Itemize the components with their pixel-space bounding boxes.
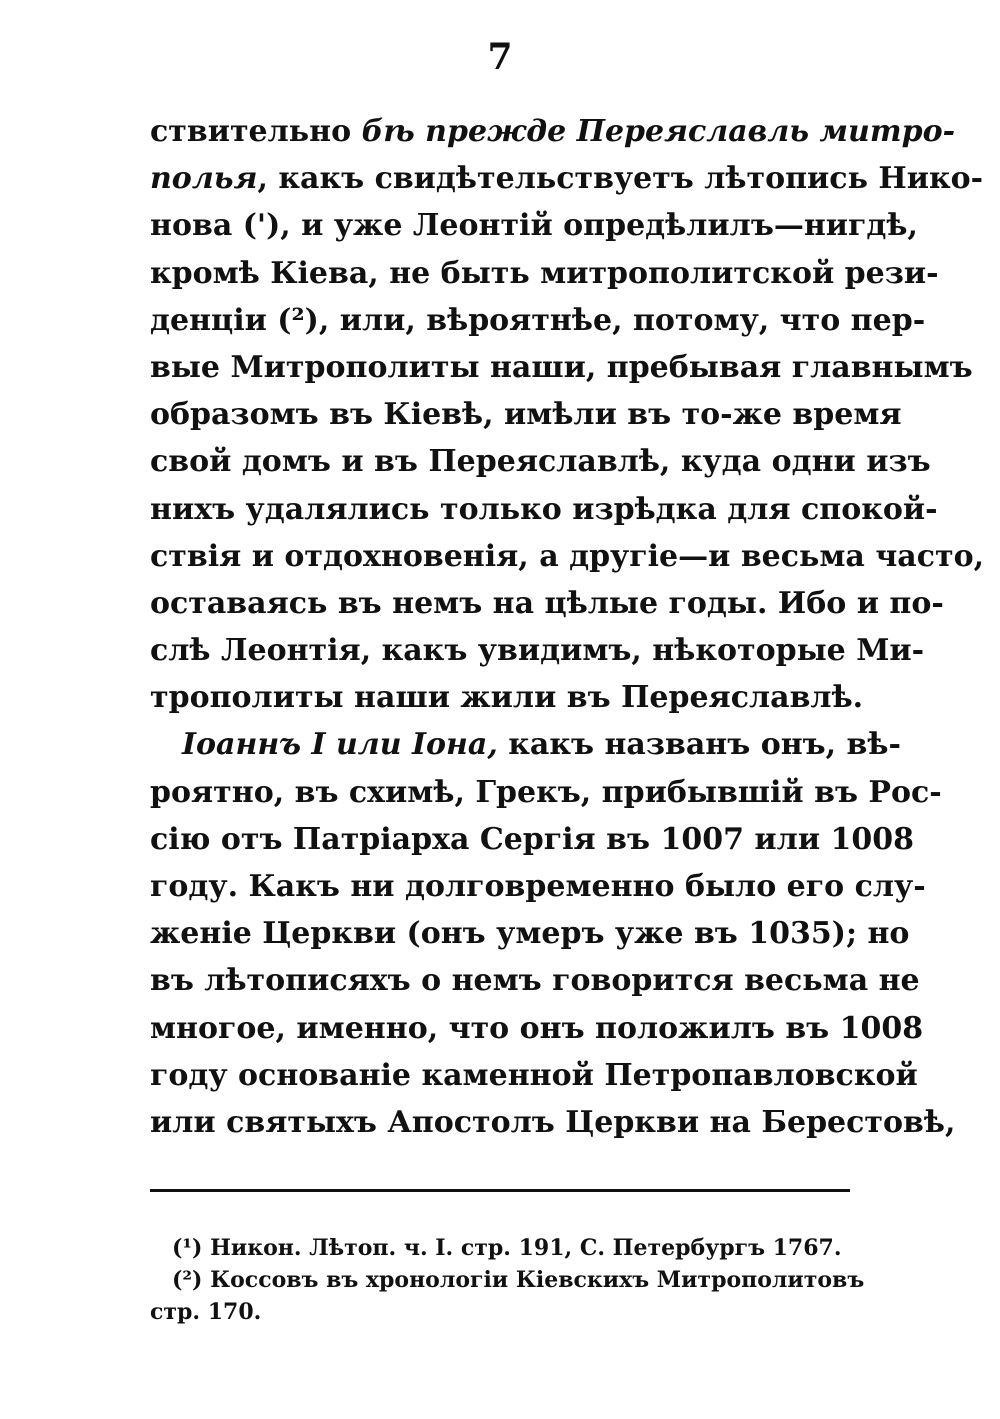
text-line: женіе Церкви (онъ умеръ уже въ 1035); но [150, 916, 910, 952]
page-number: 7 [487, 36, 513, 78]
text-line: году основаніе каменной Петропавловской [150, 1057, 918, 1093]
footnote: (¹) Никон. Лѣтоп. ч. I. стр. 191, С. Петербургъ 1767. [172, 1235, 842, 1261]
footnote-divider [150, 1189, 850, 1192]
text-line: ствительно бѣ прежде Переяславль митро- [150, 114, 956, 149]
text-line: нова ('), и уже Леонтій опредѣлилъ—нигдѣ, [150, 208, 918, 244]
text-line: сію отъ Патріарха Сергія въ 1007 или 1008 [150, 821, 915, 857]
text-line: слѣ Леонтія, какъ увидимъ, нѣкоторые Ми- [150, 633, 925, 669]
text-line: кромѣ Кіева, не быть митрополитской рези- [150, 255, 939, 291]
text-line: трополиты наши жили въ Переяславлѣ. [150, 680, 864, 716]
text-line: Іоаннъ I или Іона, какъ названъ онъ, вѣ- [182, 727, 901, 763]
footnotes [150, 1232, 865, 1328]
text-line: роятно, въ схимѣ, Грекъ, прибывшій въ Рос- [150, 774, 942, 810]
text-line: или святыхъ Апостолъ Церкви на Берестовѣ, [150, 1104, 956, 1140]
body-text [150, 108, 985, 1146]
text-line: образомъ въ Кіевѣ, имѣли въ то-же время [150, 397, 902, 433]
footnote-continuation: стр. 170. [150, 1299, 262, 1325]
text-line: ствія и отдохновенія, а другіе—и весьма часто, [150, 538, 985, 574]
text-line: оставаясь въ немъ на цѣлые годы. Ибо и по- [150, 585, 944, 621]
text-line: въ лѣтописяхъ о немъ говорится весьма не [150, 963, 920, 999]
text-line: свой домъ и въ Переяславлѣ, куда одни изъ [150, 444, 931, 480]
text-line: многое, именно, что онъ положилъ въ 1008 [150, 1010, 924, 1046]
text-line: полья, какъ свидѣтельствуетъ лѣтопись Нико- [150, 161, 984, 197]
text-line: году. Какъ ни долговременно было его слу- [150, 869, 926, 904]
text-line: вые Митрополиты наши, пребывая главнымъ [150, 349, 973, 385]
footnote: (²) Коссовъ въ хронологіи Кіевскихъ Митрополитовъ [172, 1267, 865, 1293]
text-line: нихъ удалялись только изрѣдка для спокой- [150, 491, 938, 527]
text-line: денціи (²), или, вѣроятнѣе, потому, что пер- [150, 302, 926, 338]
